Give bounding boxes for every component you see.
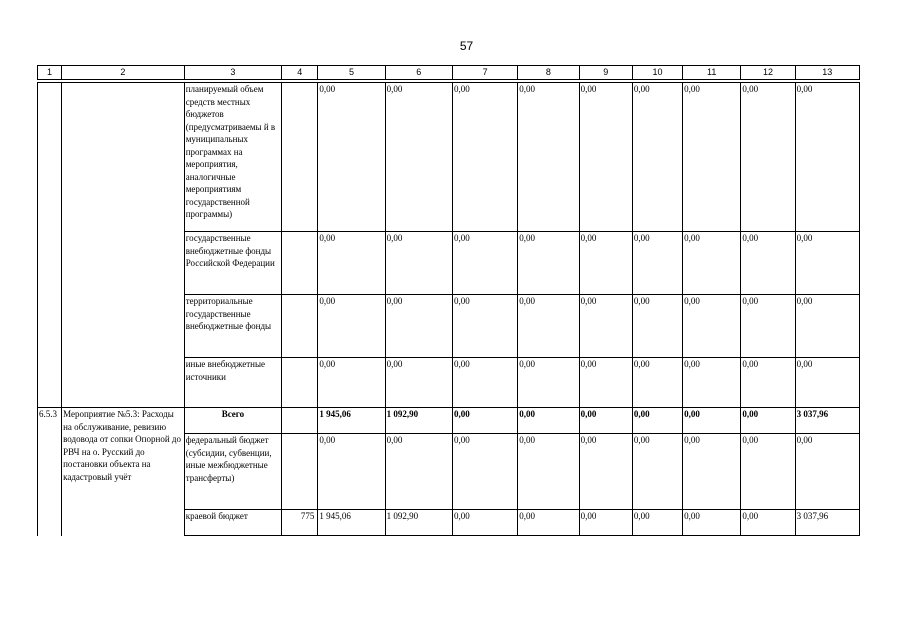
- value-cell: 0,00: [741, 83, 795, 232]
- value-cell: 3 037,96: [795, 510, 859, 536]
- source-label: краевой бюджет: [184, 510, 281, 536]
- measure-number-cell: [38, 83, 62, 408]
- value-cell: 0,00: [632, 295, 682, 358]
- measure-number: 6.5.3: [38, 408, 62, 536]
- value-cell: 0,00: [632, 83, 682, 232]
- source-label: Всего: [184, 408, 281, 434]
- value-cell: 0,00: [683, 295, 741, 358]
- value-cell: 0,00: [318, 83, 385, 232]
- page-number: 57: [459, 39, 474, 53]
- budget-code: [282, 358, 318, 408]
- value-cell: 0,00: [318, 232, 385, 295]
- header-col-2: 2: [62, 66, 185, 80]
- value-cell: 0,00: [795, 358, 859, 408]
- value-cell: 0,00: [452, 510, 517, 536]
- value-cell: 1 092,90: [385, 408, 452, 434]
- budget-code: [282, 295, 318, 358]
- source-label: федеральный бюджет (субсидии, субвенции, иные межбюджетные трансферты): [184, 434, 281, 510]
- value-cell: 0,00: [741, 408, 795, 434]
- value-cell: 3 037,96: [795, 408, 859, 434]
- budget-code: [282, 408, 318, 434]
- value-cell: 0,00: [683, 510, 741, 536]
- value-cell: 0,00: [741, 434, 795, 510]
- source-label: государственные внебюджетные фонды Российской Федерации: [184, 232, 281, 295]
- source-label: территориальные государственные внебюджетные фонды: [184, 295, 281, 358]
- value-cell: 0,00: [683, 358, 741, 408]
- header-col-7: 7: [452, 66, 517, 80]
- value-cell: 0,00: [579, 358, 632, 408]
- value-cell: 0,00: [579, 295, 632, 358]
- value-cell: 0,00: [683, 83, 741, 232]
- column-number-header: [37, 65, 860, 80]
- budget-code: [282, 83, 318, 232]
- header-col-4: 4: [282, 66, 318, 80]
- value-cell: 0,00: [518, 510, 579, 536]
- value-cell: 0,00: [741, 358, 795, 408]
- value-cell: 0,00: [385, 83, 452, 232]
- value-cell: 0,00: [452, 408, 517, 434]
- header-col-1: 1: [38, 66, 62, 80]
- funding-table: [37, 82, 860, 536]
- header-col-11: 11: [683, 66, 741, 80]
- value-cell: 0,00: [683, 232, 741, 295]
- header-col-3: 3: [184, 66, 281, 80]
- value-cell: 0,00: [579, 408, 632, 434]
- value-cell: 0,00: [452, 434, 517, 510]
- value-cell: 0,00: [518, 295, 579, 358]
- header-col-13: 13: [795, 66, 859, 80]
- value-cell: 0,00: [452, 83, 517, 232]
- value-cell: 0,00: [741, 295, 795, 358]
- budget-code: [282, 232, 318, 295]
- value-cell: 0,00: [795, 434, 859, 510]
- value-cell: 0,00: [452, 358, 517, 408]
- value-cell: 0,00: [579, 83, 632, 232]
- value-cell: 0,00: [318, 295, 385, 358]
- value-cell: 0,00: [683, 434, 741, 510]
- value-cell: 0,00: [385, 434, 452, 510]
- value-cell: 0,00: [795, 83, 859, 232]
- value-cell: 0,00: [318, 358, 385, 408]
- table-row: [38, 83, 860, 232]
- value-cell: 0,00: [518, 408, 579, 434]
- header-col-12: 12: [741, 66, 795, 80]
- value-cell: 0,00: [518, 83, 579, 232]
- measure-name-cell: [62, 83, 185, 408]
- value-cell: 1 945,06: [318, 510, 385, 536]
- source-label: планируемый объем средств местных бюджетов (предусматриваемы й в муниципальных программах на мероприятия, аналогичные мероприятиям государственной программы): [184, 83, 281, 232]
- value-cell: 0,00: [385, 232, 452, 295]
- value-cell: 0,00: [579, 434, 632, 510]
- value-cell: 0,00: [579, 510, 632, 536]
- value-cell: 0,00: [795, 232, 859, 295]
- value-cell: 0,00: [452, 232, 517, 295]
- value-cell: 0,00: [632, 510, 682, 536]
- budget-code: [282, 434, 318, 510]
- value-cell: 0,00: [579, 232, 632, 295]
- value-cell: 0,00: [741, 232, 795, 295]
- value-cell: 0,00: [385, 295, 452, 358]
- measure-name: Мероприятие №5.3: Расходы на обслуживание, ревизию водовода от сопки Опорной до РВЧ на о. Русский до постановки объекта на кадастровый учёт: [62, 408, 185, 536]
- source-label: иные внебюджетные источники: [184, 358, 281, 408]
- header-col-10: 10: [632, 66, 682, 80]
- header-col-5: 5: [318, 66, 385, 80]
- value-cell: 0,00: [632, 358, 682, 408]
- value-cell: 0,00: [795, 295, 859, 358]
- value-cell: 1 092,90: [385, 510, 452, 536]
- value-cell: 0,00: [518, 358, 579, 408]
- value-cell: 0,00: [683, 408, 741, 434]
- value-cell: 0,00: [632, 408, 682, 434]
- header-col-9: 9: [579, 66, 632, 80]
- value-cell: 0,00: [632, 434, 682, 510]
- value-cell: 0,00: [632, 232, 682, 295]
- value-cell: 1 945,06: [318, 408, 385, 434]
- value-cell: 0,00: [518, 434, 579, 510]
- value-cell: 0,00: [741, 510, 795, 536]
- value-cell: 0,00: [518, 232, 579, 295]
- header-col-6: 6: [385, 66, 452, 80]
- budget-code: 775: [282, 510, 318, 536]
- value-cell: 0,00: [452, 295, 517, 358]
- value-cell: 0,00: [385, 358, 452, 408]
- value-cell: 0,00: [318, 434, 385, 510]
- table-row: [38, 408, 860, 434]
- header-col-8: 8: [518, 66, 579, 80]
